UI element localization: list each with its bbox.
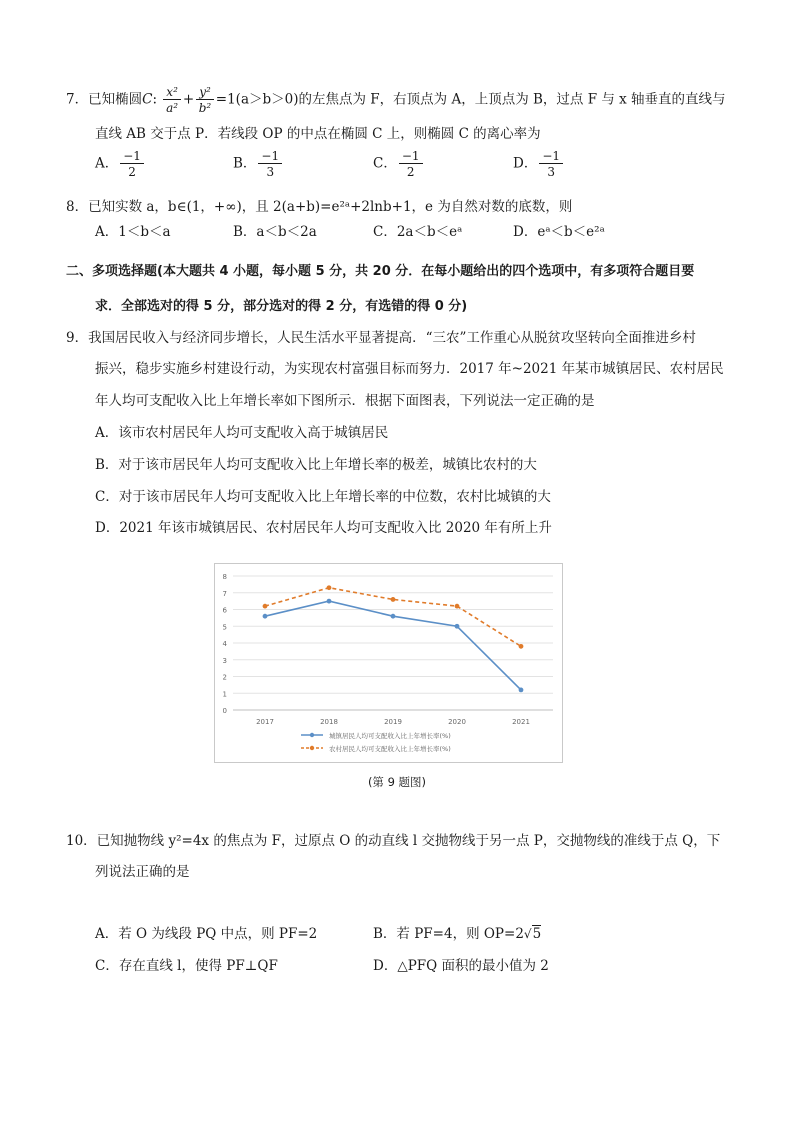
q9-option-c: C．对于该市居民年人均可支配收入比上年增长率的中位数，农村比城镇的大 [95, 489, 551, 505]
q7-option-c: C． $\frac{-1}{2}$ [373, 150, 425, 178]
legend-label: 城镇居民人均可支配收入比上年增长率(%) [329, 732, 451, 740]
q10-line1: 10．已知抛物线 y²=4x 的焦点为 F，过原点 O 的动直线 l 交抛物线于另一点 P，交抛物线的准线于点 Q，下 [66, 833, 721, 849]
q7-option-a: A． $\frac{-1}{2}$ [95, 150, 146, 178]
q7-fraction-x: $\frac{\text{x²}}{\text{a²}}$ [163, 86, 181, 114]
y-tick-label: 5 [222, 623, 227, 632]
q7-option-b: B． $\frac{-1}{3}$ [233, 150, 284, 178]
q9-option-a: A．该市农村居民年人均可支配收入高于城镇居民 [95, 425, 389, 441]
growth-rate-chart [214, 563, 563, 763]
y-tick-label: 3 [222, 656, 227, 665]
q9-option-b: B．对于该市居民年人均可支配收入比上年增长率的极差，城镇比农村的大 [95, 457, 537, 473]
data-point [263, 604, 268, 609]
data-point [519, 688, 524, 693]
q7-option-d: D． $\frac{-1}{3}$ [513, 150, 565, 178]
section2-heading-line2: 求．全部选对的得 5 分，部分选对的得 2 分，有选错的得 0 分) [95, 299, 468, 314]
y-tick-label: 7 [222, 589, 227, 598]
growth-rate-chart-svg [215, 564, 562, 762]
data-point [391, 614, 396, 619]
q10-option-d: D．△PFQ 面积的最小值为 2 [373, 958, 549, 974]
q7-fraction-y: $\frac{\text{y²}}{\text{b²}}$ [196, 86, 214, 114]
section2-heading-line1: 二、多项选择题(本大题共 4 小题，每小题 5 分，共 20 分．在每小题给出的四个选项中，有多项符合题目要 [66, 264, 695, 279]
x-tick-label: 2018 [320, 718, 338, 726]
q8-option-a: A．1＜b＜a [95, 224, 171, 240]
q10-line2: 列说法正确的是 [95, 864, 190, 880]
y-tick-label: 0 [222, 707, 227, 715]
q8-option-b: B．a＜b＜2a [233, 224, 317, 240]
q7-line2: 直线 AB 交于点 P．若线段 OP 的中点在椭圆 C 上，则椭圆 C 的离心率为 [95, 126, 541, 142]
legend-swatch-marker [310, 733, 314, 737]
y-tick-label: 2 [222, 673, 227, 682]
data-point [519, 644, 524, 649]
q8-option-c: C．2a＜b＜eᵃ [373, 224, 463, 240]
data-point [327, 585, 332, 590]
q8-option-d: D．eᵃ＜b＜e²ᵃ [513, 224, 605, 240]
legend-label: 农村居民人均可支配收入比上年增长率(%) [329, 745, 451, 753]
q10-option-a: A．若 O 为线段 PQ 中点，则 PF=2 [95, 926, 318, 942]
q9-line3: 年人均可支配收入比上年增长率如下图所示．根据下面图表，下列说法一定正确的是 [95, 393, 595, 409]
data-point [391, 597, 396, 602]
data-point [327, 599, 332, 604]
legend-swatch-marker [310, 746, 314, 750]
y-tick-label: 8 [222, 573, 227, 581]
y-tick-label: 4 [222, 640, 227, 648]
x-tick-label: 2020 [448, 718, 466, 726]
q9-line1: 9．我国居民收入与经济同步增长，人民生活水平显著提高．“三农”工作重心从脱贫攻坚转向全面推进乡村 [66, 330, 696, 346]
data-point [455, 604, 460, 609]
x-tick-label: 2017 [256, 718, 274, 726]
q7-line1: 7．已知椭圆C: $\frac{\text{x²}}{\text{a²}}$ + $\frac{\text{y²}}{\text{b²}}$ =1(a＞b＞0)的左焦点为 F，右顶点为 A，上顶点为 B，过点 F 与 x 轴垂直的直线与 [66, 85, 726, 115]
q8-line1: 8．已知实数 a，b∈(1，+∞)，且 2(a+b)=e²ᵃ+2lnb+1，e 为自然对数的底数，则 [66, 199, 573, 215]
x-tick-label: 2019 [384, 718, 402, 726]
x-tick-label: 2021 [512, 718, 530, 726]
q10-option-c: C．存在直线 l，使得 PF⊥QF [95, 958, 278, 974]
y-tick-label: 6 [222, 606, 227, 615]
q9-option-d: D．2021 年该市城镇居民、农村居民年人均可支配收入比 2020 年有所上升 [95, 520, 552, 536]
data-point [263, 614, 268, 619]
figure-caption: (第 9 题图) [367, 775, 427, 789]
q10-option-b: B．若 PF=4，则 OP=2√5 [373, 926, 542, 942]
data-point [455, 624, 460, 629]
q9-line2: 振兴，稳步实施乡村建设行动，为实现农村富强目标而努力．2017 年~2021 年某市城镇居民、农村居民 [95, 361, 724, 377]
y-tick-label: 1 [222, 690, 227, 699]
